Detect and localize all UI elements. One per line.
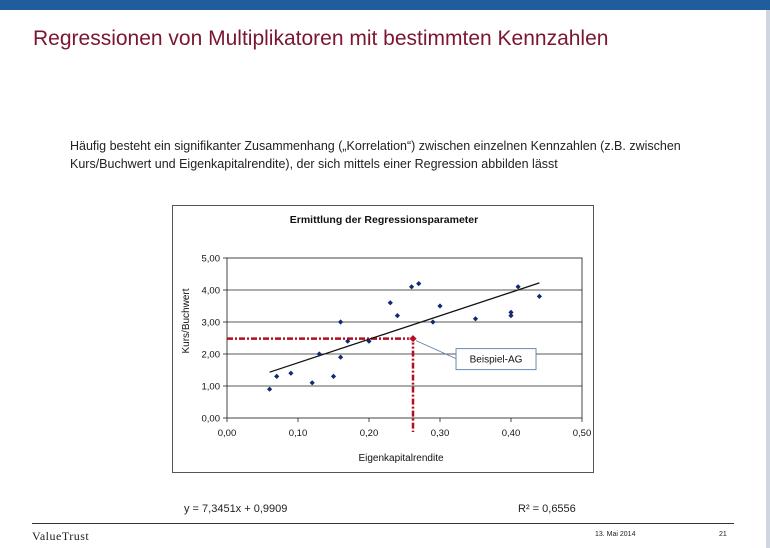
page-number: 21 (719, 531, 727, 538)
slide-title: Regressionen von Multiplikatoren mit bestimmten Kennzahlen (33, 27, 609, 50)
data-point (473, 316, 478, 321)
y-tick-label: 0,00 (201, 413, 220, 425)
x-tick-label: 0,00 (217, 428, 237, 439)
data-point (388, 300, 393, 305)
top-accent-bar (0, 0, 770, 10)
data-point (437, 303, 442, 308)
x-tick-label: 0,40 (501, 428, 521, 439)
y-tick-label: 4,00 (201, 285, 220, 297)
valuetrust-logo: ValueTrust (32, 529, 90, 543)
data-point (338, 319, 343, 324)
footer-date: 13. Mai 2014 (595, 531, 636, 538)
data-point (508, 310, 513, 315)
data-point (416, 281, 421, 286)
chart-title: Ermittlung der Regressionsparameter (289, 214, 479, 226)
regression-formula: y = 7,3451x + 0,9909 (184, 503, 288, 515)
data-point (409, 284, 414, 289)
data-point (267, 387, 272, 392)
footer-divider (32, 523, 734, 524)
scatter-chart (173, 206, 595, 474)
chart-frame (172, 205, 594, 473)
y-axis-label: Kurs/Buchwert (181, 288, 192, 354)
intro-text: Häufig besteht ein signifikanter Zusammenhang („Korrelation“) zwischen einzelnen Kennzahlen (z.B. zwischen Kurs/Buchwert und Eigenkapitalrendite), der sich mittels einer Regression abbilden lässt (70, 139, 681, 171)
x-axis-label: Eigenkapitalrendite (358, 453, 444, 464)
y-tick-label: 5,00 (201, 253, 220, 265)
y-tick-label: 1,00 (201, 381, 220, 393)
data-point (338, 355, 343, 360)
x-tick-label: 0,30 (430, 428, 450, 439)
data-point (310, 380, 315, 385)
data-point (331, 374, 336, 379)
data-point (516, 284, 521, 289)
data-point (395, 313, 400, 318)
x-tick-label: 0,10 (288, 428, 308, 439)
data-point (288, 371, 293, 376)
y-tick-label: 2,00 (201, 349, 220, 361)
highlight-point (409, 335, 417, 343)
x-tick-label: 0,20 (359, 428, 379, 439)
data-point (537, 294, 542, 299)
x-tick-label: 0,50 (572, 428, 592, 439)
y-tick-label: 3,00 (201, 317, 220, 329)
data-point (430, 319, 435, 324)
data-point (274, 374, 279, 379)
callout-label: Beispiel-AG (469, 354, 523, 366)
r-squared-value: R² = 0,6556 (518, 503, 576, 515)
right-edge-bar (766, 10, 770, 548)
callout-connector (416, 341, 456, 359)
